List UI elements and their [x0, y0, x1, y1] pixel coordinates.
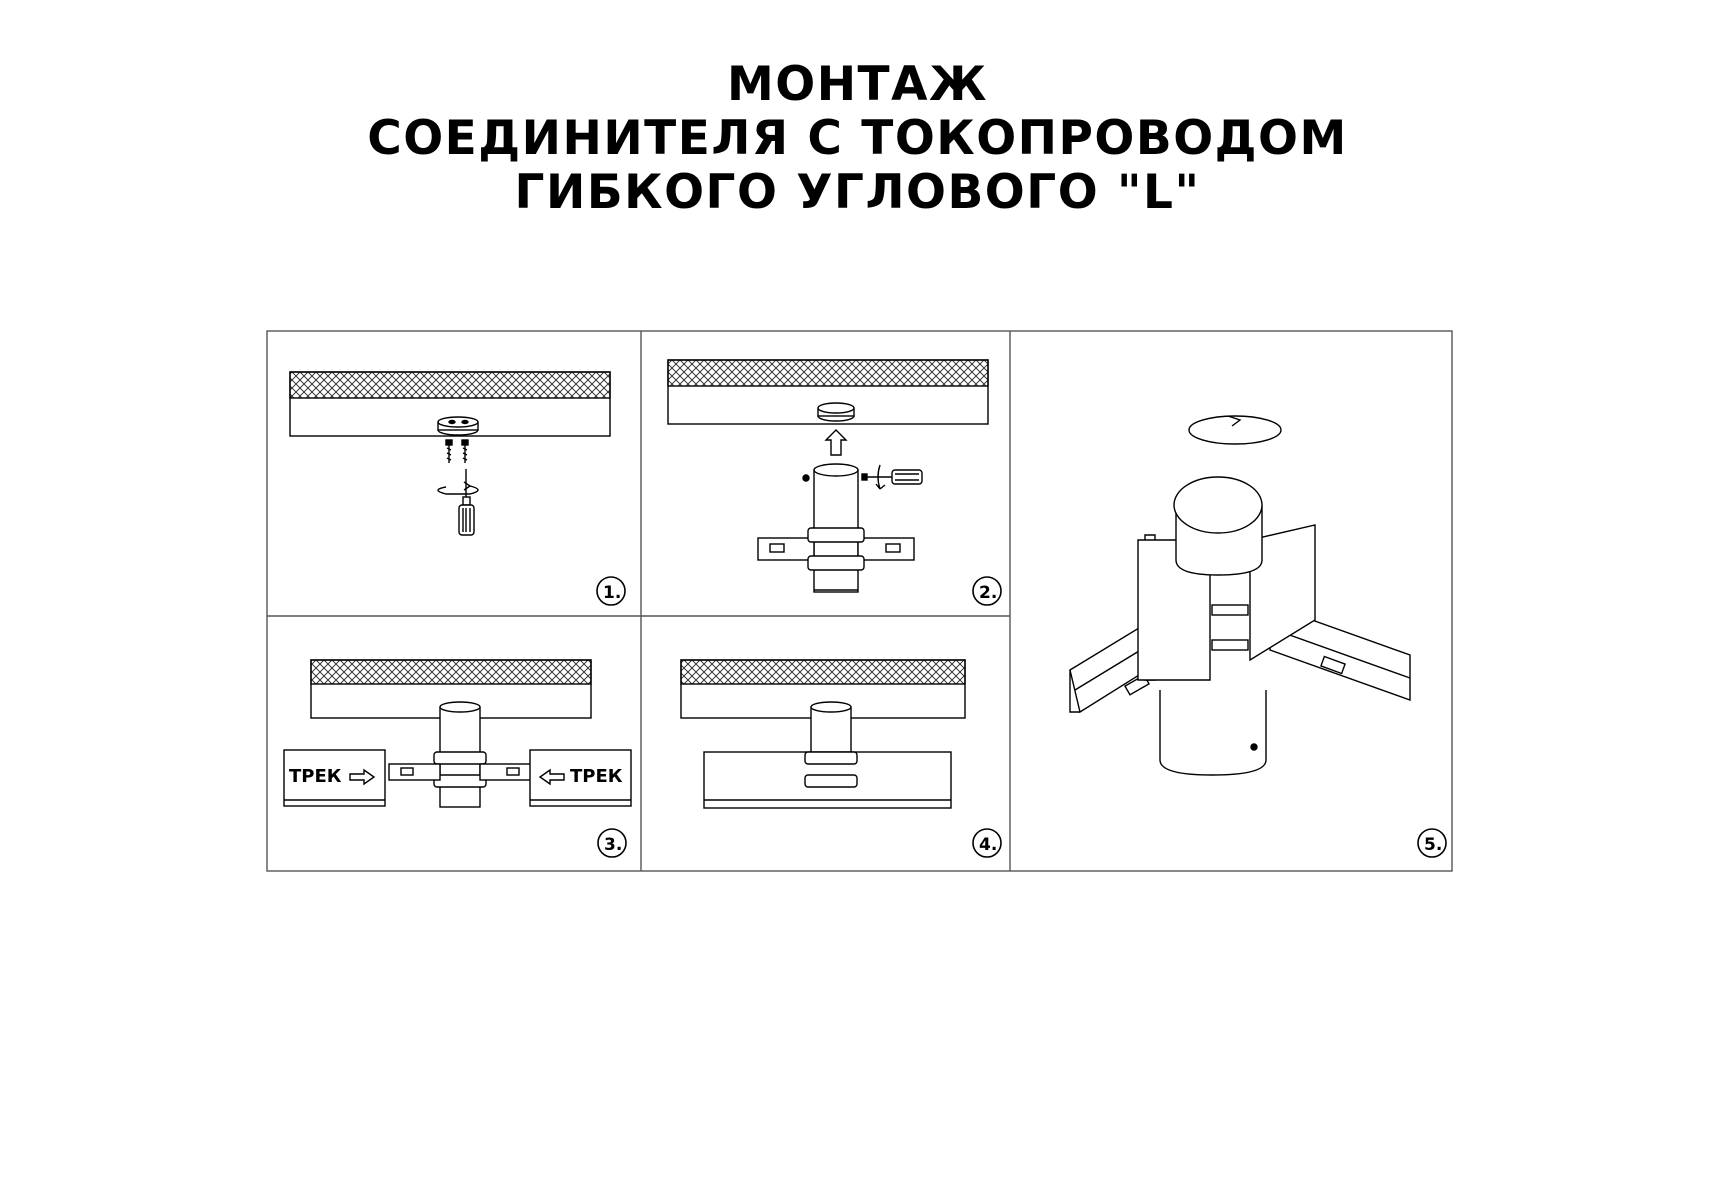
title-line-1: МОНТАЖ: [726, 57, 989, 112]
step-number-3: 3.: [604, 835, 623, 855]
panel-2: [668, 360, 1001, 605]
panel-5: [1070, 416, 1446, 857]
screwdriver-icon: [862, 465, 922, 489]
track-label-left: ТРЕК: [289, 766, 342, 787]
title-line-2: СОЕДИНИТЕЛЯ С ТОКОПРОВОДОМ: [367, 111, 1348, 166]
step-number-5: 5.: [1424, 835, 1443, 855]
screwdriver-icon: [459, 469, 474, 535]
panel-1: [290, 372, 625, 605]
title-line-3: ГИБКОГО УГЛОВОГО "L": [514, 165, 1201, 220]
panel-3: [284, 660, 631, 857]
panel-4: [681, 660, 1001, 857]
step-number-4: 4.: [979, 835, 998, 855]
step-number-2: 2.: [979, 583, 998, 603]
step-number-1: 1.: [603, 583, 622, 603]
track-label-right: ТРЕК: [570, 766, 623, 787]
screws-icon: [446, 440, 468, 463]
